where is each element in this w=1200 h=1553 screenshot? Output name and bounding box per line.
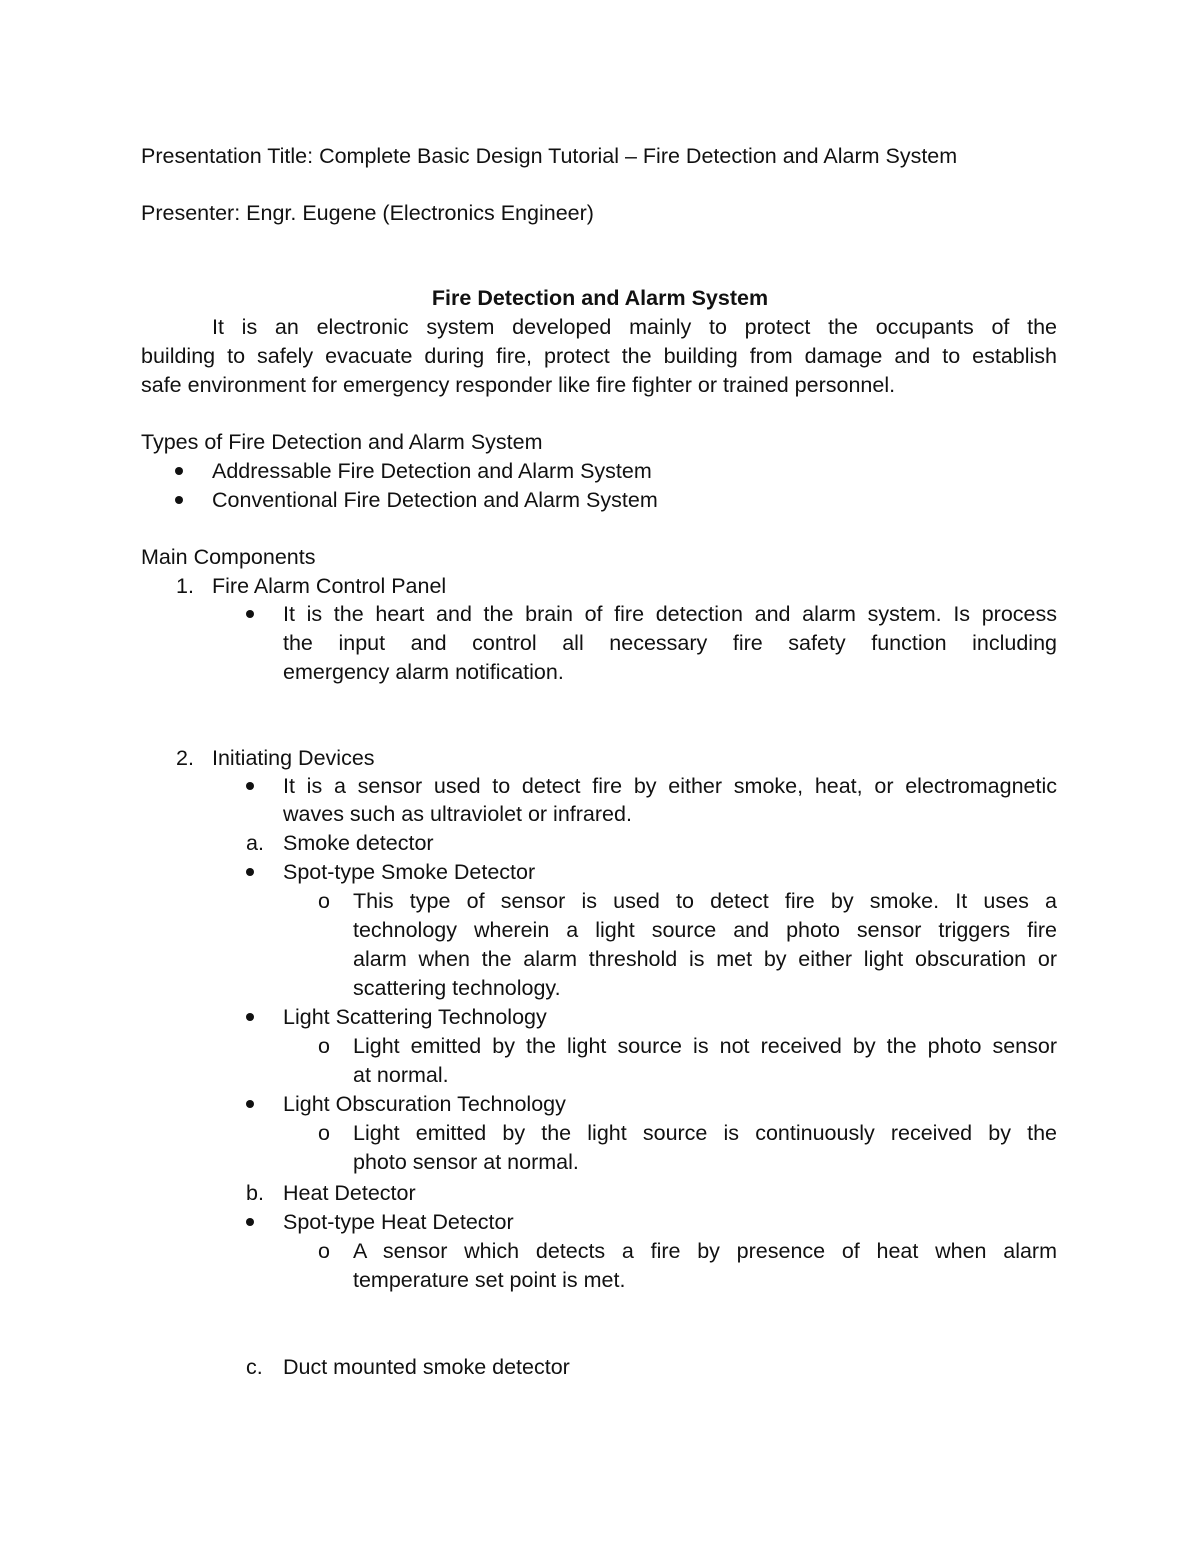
spot-heat-desc-line-1: A sensor which detects a fire by presence of heat when alarm bbox=[353, 1239, 1057, 1263]
bullet-icon bbox=[175, 496, 183, 504]
spot-smoke-desc-line-3: alarm when the alarm threshold is met by either light obscuration or bbox=[353, 947, 1057, 971]
presentation-title: Presentation Title: Complete Basic Design Tutorial – Fire Detection and Alarm System bbox=[141, 144, 958, 168]
section-heading: Fire Detection and Alarm System bbox=[431, 286, 769, 310]
spot-smoke-detector-label: Spot-type Smoke Detector bbox=[283, 860, 536, 884]
duct-smoke-detector-label: Duct mounted smoke detector bbox=[283, 1355, 570, 1379]
bullet-icon bbox=[175, 467, 183, 475]
panel-desc-line-2: the input and control all necessary fire safety function including bbox=[283, 631, 1057, 655]
spot-heat-desc-line-2: temperature set point is met. bbox=[353, 1268, 626, 1292]
circle-bullet-icon: o bbox=[318, 889, 330, 913]
spot-smoke-desc-line-2: technology wherein a light source and photo sensor triggers fire bbox=[353, 918, 1057, 942]
light-obscuration-desc-line-1: Light emitted by the light source is continuously received by the bbox=[353, 1121, 1057, 1145]
smoke-detector-label: Smoke detector bbox=[283, 831, 434, 855]
types-item-addressable: Addressable Fire Detection and Alarm System bbox=[212, 459, 652, 483]
intro-line-3: safe environment for emergency responder like fire fighter or trained personnel. bbox=[141, 373, 896, 397]
spot-smoke-desc-line-4: scattering technology. bbox=[353, 976, 561, 1000]
bullet-icon bbox=[246, 1100, 254, 1108]
bullet-icon bbox=[246, 1218, 254, 1226]
panel-desc-line-3: emergency alarm notification. bbox=[283, 660, 564, 684]
list-letter-b: b. bbox=[246, 1181, 264, 1205]
circle-bullet-icon: o bbox=[318, 1034, 330, 1058]
intro-line-2: building to safely evacuate during fire, protect the building from damage and to establish bbox=[141, 344, 1057, 368]
components-title: Main Components bbox=[141, 545, 316, 569]
bullet-icon bbox=[246, 1013, 254, 1021]
bullet-icon bbox=[246, 782, 254, 790]
list-letter-c: c. bbox=[246, 1355, 263, 1379]
presenter-line: Presenter: Engr. Eugene (Electronics Engineer) bbox=[141, 201, 594, 225]
component-initiating-devices: Initiating Devices bbox=[212, 746, 375, 770]
spot-smoke-desc-line-1: This type of sensor is used to detect fire by smoke. It uses a bbox=[353, 889, 1057, 913]
heat-detector-label: Heat Detector bbox=[283, 1181, 416, 1205]
light-obscuration-desc-line-2: photo sensor at normal. bbox=[353, 1150, 579, 1174]
intro-line-1: It is an electronic system developed mainly to protect the occupants of the bbox=[212, 315, 1057, 339]
bullet-icon bbox=[246, 610, 254, 618]
list-number-2: 2. bbox=[176, 746, 194, 770]
light-scattering-label: Light Scattering Technology bbox=[283, 1005, 547, 1029]
spot-heat-detector-label: Spot-type Heat Detector bbox=[283, 1210, 514, 1234]
circle-bullet-icon: o bbox=[318, 1121, 330, 1145]
bullet-icon bbox=[246, 868, 254, 876]
light-scattering-desc-line-2: at normal. bbox=[353, 1063, 449, 1087]
component-fire-alarm-control-panel: Fire Alarm Control Panel bbox=[212, 574, 447, 598]
panel-desc-line-1: It is the heart and the brain of fire detection and alarm system. Is process bbox=[283, 602, 1057, 626]
initiating-desc-line-1: It is a sensor used to detect fire by either smoke, heat, or electromagnetic bbox=[283, 774, 1057, 798]
initiating-desc-line-2: waves such as ultraviolet or infrared. bbox=[283, 802, 632, 826]
circle-bullet-icon: o bbox=[318, 1239, 330, 1263]
list-letter-a: a. bbox=[246, 831, 264, 855]
list-number-1: 1. bbox=[176, 574, 194, 598]
light-obscuration-label: Light Obscuration Technology bbox=[283, 1092, 566, 1116]
types-item-conventional: Conventional Fire Detection and Alarm System bbox=[212, 488, 658, 512]
light-scattering-desc-line-1: Light emitted by the light source is not received by the photo sensor bbox=[353, 1034, 1057, 1058]
types-title: Types of Fire Detection and Alarm System bbox=[141, 430, 543, 454]
